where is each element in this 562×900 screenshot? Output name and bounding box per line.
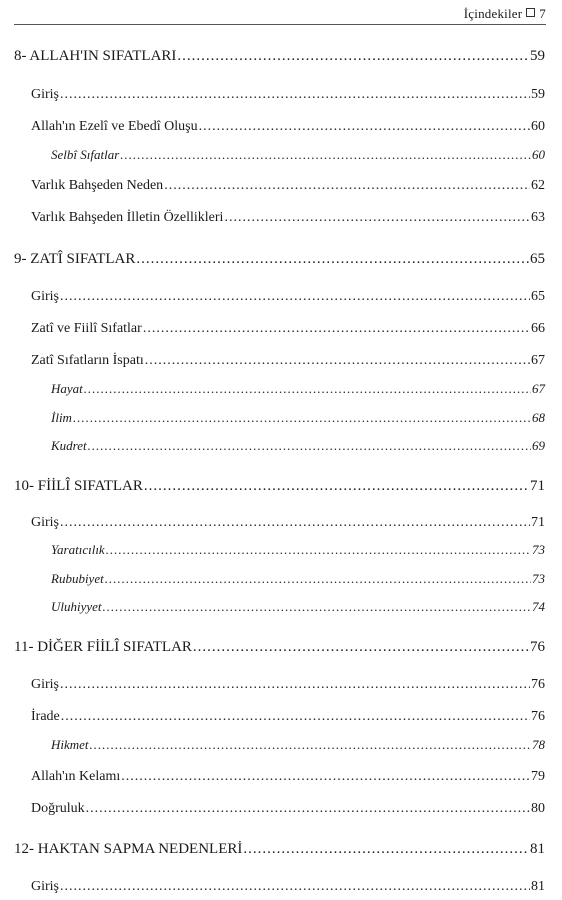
toc-entry[interactable] <box>14 48 545 65</box>
dot-leader <box>164 178 530 194</box>
toc-entry-title: Varlık Bahşeden Neden <box>31 178 164 193</box>
toc-entry-page: 60 <box>531 119 545 134</box>
toc-entry-title: Zatî ve Fiilî Sıfatlar <box>31 321 142 336</box>
dot-leader <box>60 515 530 531</box>
toc-entry-page: 81 <box>530 841 545 857</box>
dot-leader <box>193 639 529 656</box>
toc-entry-page: 65 <box>531 289 545 304</box>
toc-entry-title: Allah'ın Kelamı <box>31 769 121 784</box>
toc-entry[interactable] <box>51 147 545 163</box>
dot-leader <box>88 438 531 454</box>
dot-leader <box>121 769 530 785</box>
toc-entry[interactable] <box>31 119 545 135</box>
toc-entry-title: Rububiyet <box>51 571 104 586</box>
dot-leader <box>120 147 531 163</box>
dot-leader <box>103 599 531 615</box>
toc-entry-title: Giriş <box>31 879 59 894</box>
dot-leader <box>61 709 530 725</box>
toc-entry[interactable] <box>31 515 545 531</box>
header-section-title: İçindekiler <box>463 6 523 21</box>
dot-leader <box>60 677 530 693</box>
dot-leader <box>60 879 530 895</box>
toc-entry-page: 73 <box>532 542 545 557</box>
toc-entry[interactable] <box>31 353 545 369</box>
toc-entry-title: Uluhiyyet <box>51 599 102 614</box>
toc-entry-page: 80 <box>531 801 545 816</box>
dot-leader <box>243 841 529 858</box>
toc-entry-page: 67 <box>531 353 545 368</box>
dot-leader <box>136 251 529 268</box>
toc-entry-page: 76 <box>530 639 545 655</box>
toc-entry-page: 59 <box>531 87 545 102</box>
toc-entry[interactable] <box>31 178 545 194</box>
toc-entry-title: 12- HAKTAN SAPMA NEDENLERİ <box>14 841 243 857</box>
toc-entry-title: 10- FİİLÎ SIFATLAR <box>14 478 143 494</box>
toc-entry[interactable] <box>51 737 545 753</box>
toc-entry[interactable] <box>31 801 545 817</box>
toc-entry[interactable] <box>31 87 545 103</box>
toc-entry[interactable] <box>51 438 545 454</box>
toc-entry-title: 11- DİĞER FİİLÎ SIFATLAR <box>14 639 192 655</box>
toc-entry-title: İrade <box>31 709 60 724</box>
toc-entry-title: Kudret <box>51 438 87 453</box>
toc-entry-page: 76 <box>531 677 545 692</box>
toc-entry-page: 67 <box>532 381 545 396</box>
toc-entry-title: Zatî Sıfatların İspatı <box>31 353 144 368</box>
dot-leader <box>143 321 530 337</box>
dot-leader <box>90 737 531 753</box>
toc-entry-page: 81 <box>531 879 545 894</box>
dot-leader <box>73 410 531 426</box>
toc-entry-page: 65 <box>530 251 545 267</box>
toc-entry-page: 71 <box>530 478 545 494</box>
toc-entry[interactable] <box>31 321 545 337</box>
toc-entry-page: 69 <box>532 438 545 453</box>
toc-entry[interactable] <box>31 677 545 693</box>
dot-leader <box>84 381 531 397</box>
toc-entry-title: Doğruluk <box>31 801 85 816</box>
toc-entry-page: 74 <box>532 599 545 614</box>
toc-entry-page: 66 <box>531 321 545 336</box>
toc-entry-title: Giriş <box>31 87 59 102</box>
toc-entry-title: Yaratıcılık <box>51 542 105 557</box>
toc-entry[interactable] <box>31 769 545 785</box>
toc-entry[interactable] <box>31 289 545 305</box>
toc-entry-page: 59 <box>530 48 545 64</box>
toc-entry-title: İlim <box>51 410 72 425</box>
toc-entry-page: 68 <box>532 410 545 425</box>
toc-entry-page: 73 <box>532 571 545 586</box>
toc-entry-title: Giriş <box>31 677 59 692</box>
toc-entry-title: Varlık Bahşeden İlletin Özellikleri <box>31 210 224 225</box>
dot-leader <box>60 289 530 305</box>
toc-entry[interactable] <box>14 251 545 268</box>
toc-entry-title: Giriş <box>31 515 59 530</box>
toc-entry-page: 76 <box>531 709 545 724</box>
toc-entry[interactable] <box>14 478 545 495</box>
toc-entry-title: Allah'ın Ezelî ve Ebedî Oluşu <box>31 119 198 134</box>
toc-entry-title: Selbî Sıfatlar <box>51 147 120 162</box>
dot-leader <box>60 87 530 103</box>
toc-entry-page: 78 <box>532 737 545 752</box>
dot-leader <box>144 478 529 495</box>
dot-leader <box>106 542 531 558</box>
toc-entry[interactable] <box>51 599 545 615</box>
toc-entry-title: Hayat <box>51 381 83 396</box>
toc-entry-page: 60 <box>532 147 545 162</box>
toc-entry-title: Giriş <box>31 289 59 304</box>
toc-entry-title: 9- ZATÎ SIFATLAR <box>14 251 136 267</box>
toc-entry[interactable] <box>31 709 545 725</box>
toc-entry-title: Hikmet <box>51 737 89 752</box>
toc-entry[interactable] <box>51 410 545 426</box>
toc-entry-page: 63 <box>531 210 545 225</box>
dot-leader <box>105 571 531 587</box>
dot-leader <box>86 801 530 817</box>
toc-entry-page: 79 <box>531 769 545 784</box>
header-page-number: 7 <box>539 6 546 21</box>
dot-leader <box>199 119 530 135</box>
toc-entry[interactable] <box>14 841 545 858</box>
toc-entry[interactable] <box>31 879 545 895</box>
toc-entry-title: 8- ALLAH'IN SIFATLARI <box>14 48 177 64</box>
toc-entry[interactable] <box>51 381 545 397</box>
toc-entry-page: 62 <box>531 178 545 193</box>
toc-entry[interactable] <box>31 210 545 226</box>
toc-entry[interactable] <box>51 571 545 587</box>
toc-entry[interactable] <box>14 639 545 656</box>
dot-leader <box>177 48 529 65</box>
dot-leader <box>145 353 530 369</box>
toc-entry[interactable] <box>51 542 545 558</box>
toc-entry-page: 71 <box>531 515 545 530</box>
dot-leader <box>224 210 530 226</box>
